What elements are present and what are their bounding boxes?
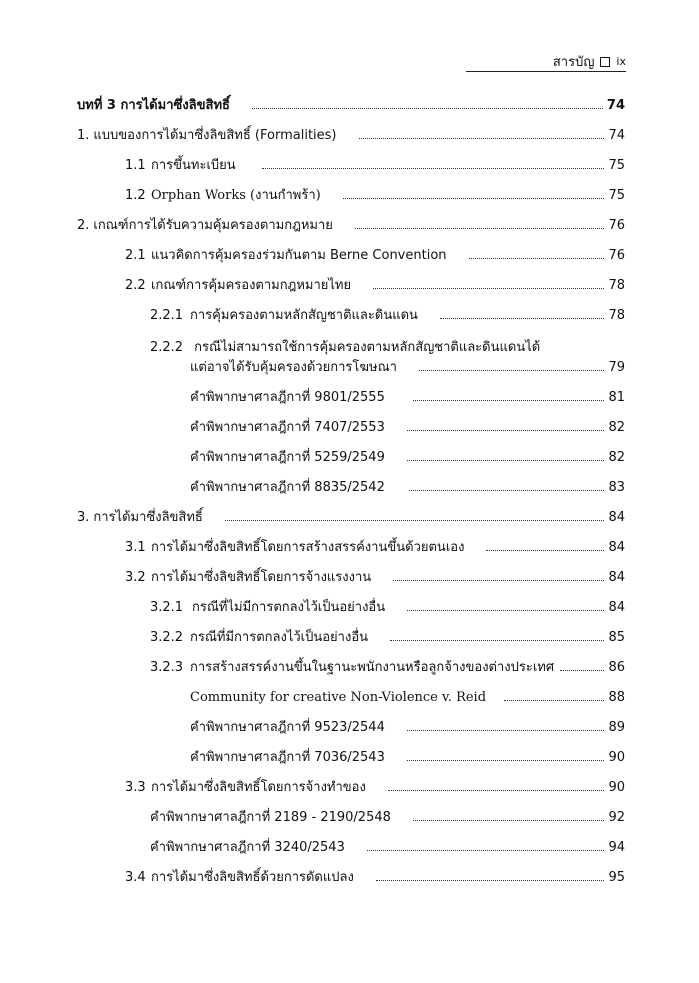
leader-dots (376, 880, 605, 881)
toc-entry-title: เกณฑ์การได้รับความคุ้มครองตามกฎหมาย (93, 218, 333, 233)
toc-entry-title: Orphan Works (งานกำพร้า) (151, 188, 321, 203)
toc-entry-page: 76 (608, 248, 625, 263)
toc-entry-number: 3.2.2 (150, 630, 184, 645)
toc-entry-title: บทที่ 3 การได้มาซึ่งลิขสิทธิ์ (77, 98, 230, 113)
leader-dots (393, 580, 604, 581)
toc-entry-number: 3.4 (125, 870, 146, 885)
toc-entry-number: 3.2 (125, 570, 146, 585)
toc-entry-page: 75 (608, 158, 625, 173)
toc-entry-3-1[interactable] (125, 536, 625, 556)
toc-entry-title: การคุ้มครองตามหลักสัญชาติและดินแดน (190, 308, 418, 323)
toc-entry-judgment-2189[interactable] (150, 806, 625, 826)
leader-dots (225, 520, 605, 521)
toc-entry-page: 82 (608, 450, 625, 465)
toc-entry-title: คำพิพากษาศาลฎีกาที่ 9523/2544 (190, 720, 385, 735)
leader-dots (252, 108, 603, 109)
toc-entry-2-2-2[interactable] (190, 356, 625, 376)
leader-dots (373, 288, 604, 289)
leader-dots (359, 138, 605, 139)
toc-entry-3-4[interactable] (125, 866, 625, 886)
toc-entry-2-2[interactable] (125, 274, 625, 294)
toc-entry-judgment-9523[interactable] (190, 716, 625, 736)
leader-dots (343, 198, 605, 199)
toc-entry-title: คำพิพากษาศาลฎีกาที่ 7036/2543 (190, 750, 385, 765)
toc-entry-title: การขึ้นทะเบียน (151, 158, 236, 173)
toc-entry-title: การได้มาซึ่งลิขสิทธิ์ด้วยการดัดแปลง (151, 870, 354, 885)
toc-entry-2-2-2-first-line[interactable] (150, 336, 540, 357)
toc-entry-page: 78 (608, 308, 625, 323)
leader-dots (409, 490, 605, 491)
toc-entry-page: 85 (608, 630, 625, 645)
leader-dots (419, 370, 605, 371)
toc-entry-judgment-9801[interactable] (190, 386, 625, 406)
toc-entry-title: กรณีไม่สามารถใช้การคุ้มครองตามหลักสัญชาติและดินแดนได้ (194, 340, 541, 355)
toc-entry-chapter-3[interactable] (77, 94, 625, 114)
header-label: สารบัญ (552, 55, 595, 70)
leader-dots (367, 850, 605, 851)
toc-entry-2[interactable] (77, 214, 625, 234)
toc-entry-page: 92 (608, 810, 625, 825)
header-page-number: ix (616, 55, 626, 68)
toc-entry-page: 88 (608, 690, 625, 705)
leader-dots (413, 400, 605, 401)
toc-entry-1-1[interactable] (125, 154, 625, 174)
toc-entry-2-1[interactable] (125, 244, 625, 264)
toc-entry-1-2[interactable] (125, 184, 625, 204)
toc-entry-3-2-1[interactable] (150, 596, 625, 616)
toc-entry-title: การได้มาซึ่งลิขสิทธิ์ (93, 510, 203, 525)
toc-entry-judgment-8835[interactable] (190, 476, 625, 496)
toc-entry-number: 1.1 (125, 158, 146, 173)
toc-entry-page: 94 (608, 840, 625, 855)
leader-dots (469, 258, 605, 259)
toc-entry-title: การได้มาซึ่งลิขสิทธิ์โดยการจ้างแรงงาน (151, 570, 372, 585)
toc-entry-page: 78 (608, 278, 625, 293)
toc-entry-page: 83 (608, 480, 625, 495)
toc-entry-page: 90 (608, 750, 625, 765)
toc-entry-ccnv-v-reid[interactable] (190, 686, 625, 706)
toc-entry-page: 74 (606, 98, 625, 113)
toc-entry-title: แนวคิดการคุ้มครองร่วมกันตาม Berne Convention (151, 248, 447, 263)
toc-entry-title: กรณีที่ไม่มีการตกลงไว้เป็นอย่างอื่น (192, 600, 386, 615)
leader-dots (407, 730, 605, 731)
leader-dots (262, 168, 605, 169)
toc-entry-page: 81 (608, 390, 625, 405)
toc-entry-3-2[interactable] (125, 566, 625, 586)
toc-entry-title: การสร้างสรรค์งานขึ้นในฐานะพนักงานหรือลูกจ้างของต่างประเทศ (190, 660, 555, 675)
toc-entry-number: 2.2.2 (150, 340, 184, 355)
toc-entry-number: 1.2 (125, 188, 146, 203)
toc-entry-number: 3.3 (125, 780, 146, 795)
toc-entry-3-2-3[interactable] (150, 656, 625, 676)
toc-entry-title: แบบของการได้มาซึ่งลิขสิทธิ์ (Formalities) (93, 128, 337, 143)
toc-entry-page: 89 (608, 720, 625, 735)
toc-entry-page: 76 (608, 218, 625, 233)
toc-entry-number: 2.2.1 (150, 308, 184, 323)
leader-dots (504, 700, 604, 701)
toc-entry-title: คำพิพากษาศาลฎีกาที่ 5259/2549 (190, 450, 385, 465)
toc-entry-number: 2. (77, 218, 90, 233)
leader-dots (407, 610, 604, 611)
toc-entry-title: คำพิพากษาศาลฎีกาที่ 3240/2543 (150, 840, 345, 855)
toc-entry-title: คำพิพากษาศาลฎีกาที่ 7407/2553 (190, 420, 385, 435)
leader-dots (390, 640, 604, 641)
toc-entry-page: 95 (608, 870, 625, 885)
toc-entry-judgment-7407[interactable] (190, 416, 625, 436)
toc-entry-number: 3.2.1 (150, 600, 184, 615)
toc-entry-title: การได้มาซึ่งลิขสิทธิ์โดยการจ้างทำของ (151, 780, 366, 795)
toc-entry-title: คำพิพากษาศาลฎีกาที่ 9801/2555 (190, 390, 385, 405)
toc-entry-title: การได้มาซึ่งลิขสิทธิ์โดยการสร้างสรรค์งานขึ้นด้วยตนเอง (151, 540, 465, 555)
leader-dots (407, 460, 605, 461)
toc-entry-3-3[interactable] (125, 776, 625, 796)
leader-dots (407, 760, 605, 761)
toc-entry-number: 2.2 (125, 278, 146, 293)
toc-entry-page: 90 (608, 780, 625, 795)
toc-entry-3[interactable] (77, 506, 625, 526)
toc-entry-page: 86 (608, 660, 625, 675)
leader-dots (407, 430, 605, 431)
toc-entry-3-2-2[interactable] (150, 626, 625, 646)
toc-entry-title: กรณีที่มีการตกลงไว้เป็นอย่างอื่น (190, 630, 369, 645)
toc-entry-page: 75 (608, 188, 625, 203)
toc-entry-2-2-1[interactable] (150, 304, 625, 324)
toc-entry-page: 79 (608, 360, 625, 375)
toc-entry-title: เกณฑ์การคุ้มครองตามกฎหมายไทย (151, 278, 352, 293)
leader-dots (440, 318, 605, 319)
toc-entry-number: 1. (77, 128, 90, 143)
toc-entry-page: 84 (608, 540, 625, 555)
toc-entry-page: 84 (608, 570, 625, 585)
toc-entry-page: 74 (608, 128, 625, 143)
toc-entry-judgment-7036[interactable] (190, 746, 625, 766)
toc-entry-title: คำพิพากษาศาลฎีกาที่ 8835/2542 (190, 480, 385, 495)
toc-entry-number: 3.1 (125, 540, 146, 555)
toc-entry-number: 3. (77, 510, 90, 525)
toc-entry-number: 2.1 (125, 248, 146, 263)
toc-entry-judgment-5259[interactable] (190, 446, 625, 466)
toc-entry-page: 82 (608, 420, 625, 435)
leader-dots (560, 670, 604, 671)
toc-entry-1[interactable] (77, 124, 625, 144)
leader-dots (486, 550, 604, 551)
leader-dots (413, 820, 605, 821)
toc-entry-title: คำพิพากษาศาลฎีกาที่ 2189 - 2190/2548 (150, 810, 391, 825)
toc-entry-title: Community for creative Non-Violence v. Reid (190, 690, 487, 705)
toc-entry-number: 3.2.3 (150, 660, 184, 675)
toc-entry-title-continued: แต่อาจได้รับคุ้มครองด้วยการโฆษณา (190, 360, 397, 375)
toc-entry-page: 84 (608, 600, 625, 615)
toc-entry-judgment-3240[interactable] (150, 836, 625, 856)
leader-dots (355, 228, 605, 229)
leader-dots (388, 790, 605, 791)
toc-entry-page: 84 (608, 510, 625, 525)
